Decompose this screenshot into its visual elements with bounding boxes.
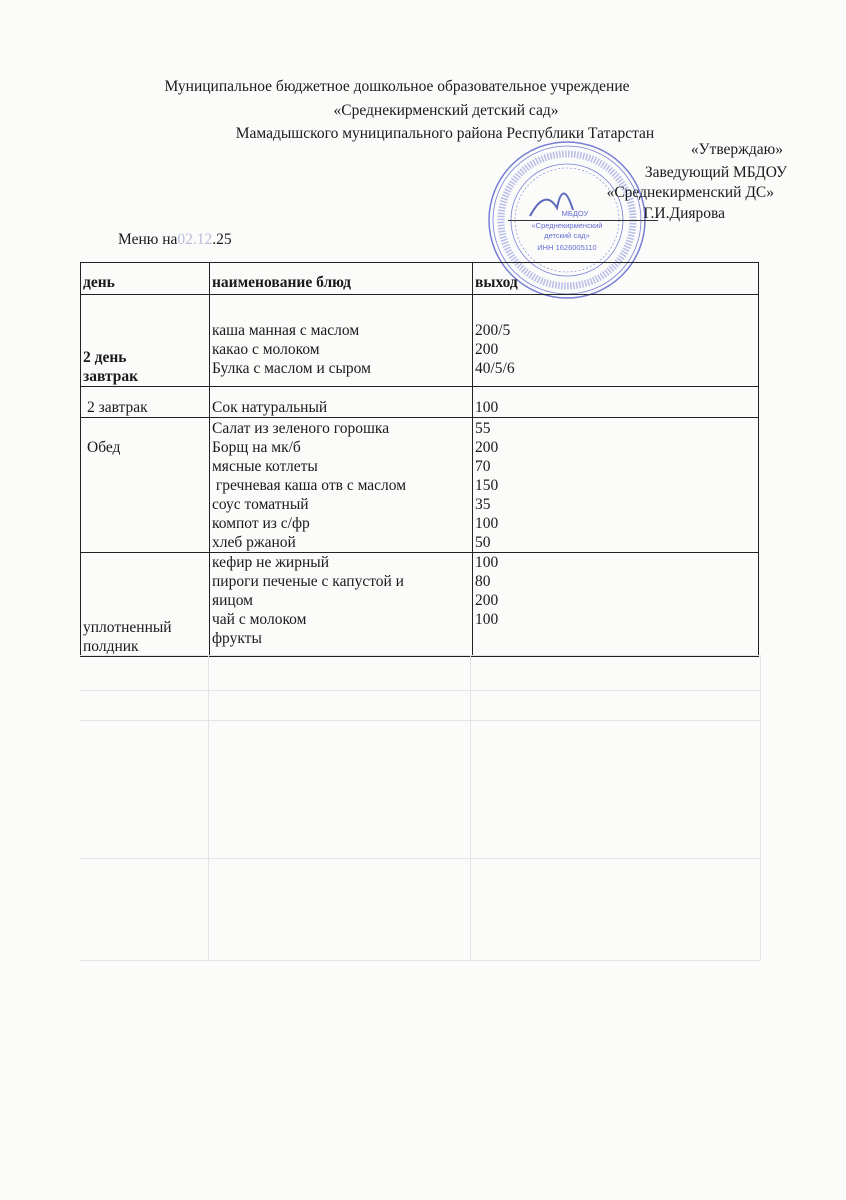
yield: 35: [475, 495, 491, 513]
dishes-cell: [210, 553, 473, 657]
dish: фрукты: [212, 630, 262, 647]
yield: 40/5/6: [475, 360, 515, 377]
yields-cell: [473, 418, 759, 553]
dish: яицом: [212, 592, 253, 609]
yield: 200: [475, 341, 499, 358]
meal-cell: [81, 295, 210, 387]
dish: чай с молоком: [212, 611, 307, 628]
yield: 200: [475, 592, 499, 609]
scan-ghost-line: [208, 655, 209, 960]
yield: 70: [475, 457, 491, 475]
org-name-line2: «Среднекирменский детский сад»: [333, 102, 559, 119]
scan-ghost-line: [80, 655, 760, 656]
dish: мясные котлеты: [212, 457, 318, 475]
dish: пироги печеные с капустой и: [212, 573, 404, 590]
org-name-line3: Мамадышского муниципального района Республики Татарстан: [235, 125, 655, 142]
svg-text:«Среднекирменский: «Среднекирменский: [531, 221, 603, 230]
menu-label: Меню на: [118, 231, 178, 248]
scan-ghost-line: [470, 655, 471, 960]
approval-line3: «Среднекирменский ДС»: [606, 184, 774, 201]
scan-ghost-line: [80, 960, 760, 961]
yield: 200/5: [475, 322, 511, 339]
yield: 150: [475, 476, 499, 494]
meal-cell: 2 завтрак: [81, 387, 210, 418]
meal-cell: Обед: [81, 418, 210, 553]
svg-text:детский сад»: детский сад»: [544, 231, 590, 240]
dish: гречневая каша отв с маслом: [212, 476, 407, 494]
table-row: [81, 295, 759, 387]
yields-cell: [473, 553, 759, 657]
header-dish: наименование блюд: [210, 263, 473, 295]
yield: 100: [475, 554, 499, 571]
scan-ghost-line: [80, 690, 760, 691]
yield: 55: [475, 419, 491, 437]
menu-table: [80, 262, 759, 657]
dish: какао с молоком: [212, 341, 320, 358]
org-name-line1: Муниципальное бюджетное дошкольное образовательное учреждение: [164, 78, 630, 95]
scan-ghost-line: [80, 858, 760, 859]
approval-line1: «Утверждаю»: [690, 141, 783, 158]
approval-signatory: Г.И.Диярова: [643, 205, 725, 222]
yield: 200: [475, 438, 499, 456]
table-row: [81, 387, 759, 418]
signature-line: [508, 220, 658, 221]
dish: хлеб ржаной: [212, 533, 296, 551]
menu-date: [118, 231, 232, 249]
meal-label: завтрак: [83, 368, 139, 385]
dish: компот из с/фр: [212, 514, 310, 532]
yield: 100: [475, 514, 499, 532]
dishes-cell: [210, 295, 473, 387]
stamp-inn: ИНН 1626005110: [537, 243, 597, 252]
meal-label: уплотненный: [83, 619, 172, 636]
approval-line2: Заведующий МБДОУ: [644, 164, 787, 181]
dishes-cell: [210, 418, 473, 553]
yields-cell: [473, 295, 759, 387]
header-day: день: [81, 263, 210, 295]
dish: каша манная с маслом: [212, 322, 360, 339]
dish: соус томатный: [212, 495, 309, 513]
table-row: [81, 553, 759, 657]
header-yield: выход: [473, 263, 759, 295]
meal-label: 2 день: [83, 349, 127, 366]
dish: Салат из зеленого горошка: [212, 419, 390, 437]
meal-label: полдник: [83, 638, 139, 655]
dish: Булка с маслом и сыром: [212, 360, 371, 377]
yield: 100: [475, 611, 499, 628]
dish: кефир не жирный: [212, 554, 329, 571]
svg-text:МБДОУ: МБДОУ: [561, 209, 589, 218]
meal-cell: [81, 553, 210, 657]
yield: 50: [475, 533, 491, 551]
menu-date-suffix: .25: [212, 231, 232, 248]
table-header-row: [81, 263, 759, 295]
yield: 80: [475, 573, 491, 590]
yield: 100: [473, 387, 759, 418]
scan-ghost-line: [760, 655, 761, 960]
table-row: [81, 418, 759, 553]
dish: Борщ на мк/б: [212, 438, 301, 456]
scan-ghost-line: [80, 720, 760, 721]
menu-date-handwritten: 02.12: [177, 231, 213, 248]
dish: Сок натуральный: [210, 387, 473, 418]
